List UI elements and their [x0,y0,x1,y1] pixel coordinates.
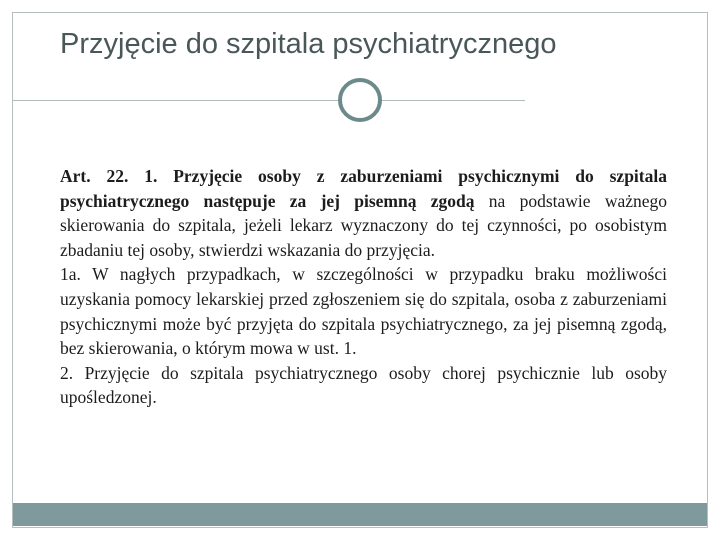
divider-right [382,100,525,101]
article-paragraph-2: 1a. W nagłych przypadkach, w szczególności w przypadku braku możliwości uzyskania pomocy lekarskiej przed zgłoszeniem się do szpitala, osoba z zaburzeniami psychicznymi może być przyjęta do szpitala psychiatrycznego, za jej pisemną zgodą, bez skierowania, o którym mowa w ust. 1. [60,264,667,359]
circle-ornament-icon [338,78,382,122]
article-text [60,164,667,410]
footer-bar [13,503,707,526]
article-paragraph-1-rest: na podstawie ważnego skierowania do szpitala, jeżeli lekarz wyznaczony do tej czynności, po osobistym zbadaniu tej osoby, stwierdzi wskazania do przyjęcia. [60,190,668,260]
slide-title: Przyjęcie do szpitala psychiatrycznego [60,28,557,60]
article-heading: Art. 22. 1. Przyjęcie osoby z zaburzeniami psychicznymi do szpitala psychiatrycznego następuje za jej pisemną zgodą [60,166,667,211]
article-paragraph-3: 2. Przyjęcie do szpitala psychiatrycznego osoby chorej psychicznie lub osoby upośledzonej. [60,362,667,408]
article-paragraph-1 [60,164,667,262]
divider-left [13,100,338,101]
